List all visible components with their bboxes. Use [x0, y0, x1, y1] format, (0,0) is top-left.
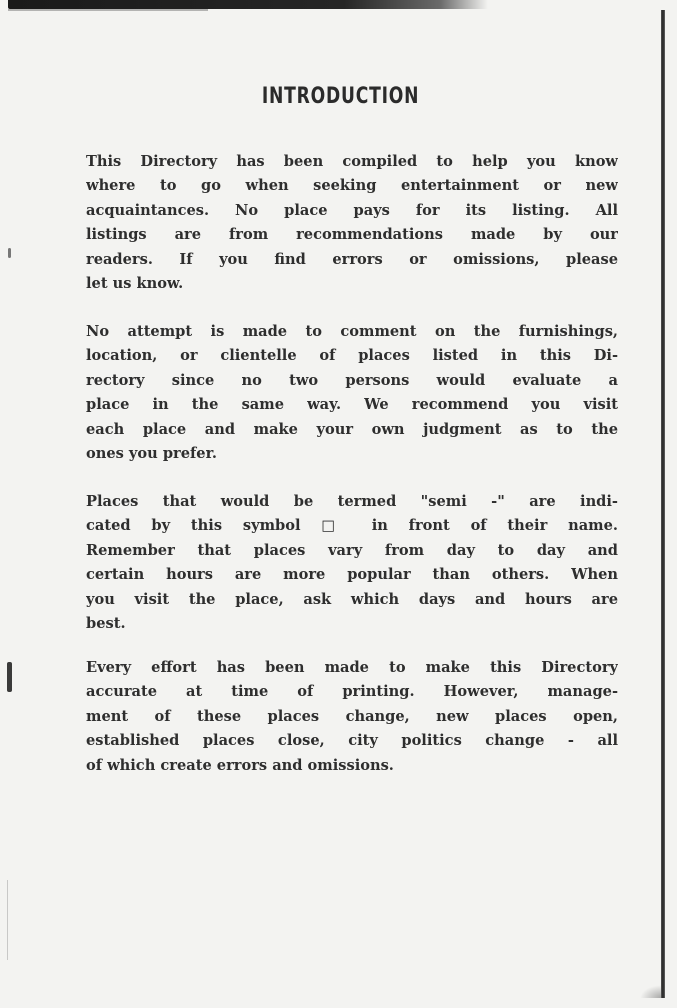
page-right-edge-shadow	[661, 10, 665, 998]
text-line: acquaintances. No place pays for its listing. All	[86, 201, 618, 219]
page-title: INTRODUCTION	[261, 84, 420, 109]
text-line: location, or clientelle of places listed in this Di-	[86, 347, 618, 365]
page-top-edge-shadow	[8, 0, 488, 9]
text-line: listings are from recommendations made by our	[86, 226, 618, 244]
paragraph-accuracy	[86, 656, 618, 778]
binding-mark	[8, 248, 11, 258]
text-line: Every effort has been made to make this Directory	[86, 659, 618, 676]
text-line: let us know.	[86, 274, 184, 292]
text-line: readers. If you find errors or omissions, please	[86, 250, 618, 268]
text-line: of which create errors and omissions.	[86, 756, 394, 774]
text-line: established places close, city politics change - all	[86, 732, 618, 750]
page-corner-smudge	[640, 985, 662, 998]
text-line: ones you prefer.	[86, 444, 218, 462]
text-line: place in the same way. We recommend you visit	[86, 396, 618, 414]
text-line: ment of these places change, new places open,	[86, 707, 618, 725]
text-line: This Directory has been compiled to help you know	[86, 153, 618, 170]
text-line: Places that would be termed "semi -" are indi-	[86, 493, 618, 510]
paragraph-no-comment	[86, 320, 618, 466]
binding-mark	[7, 662, 12, 692]
text-line: where to go when seeking entertainment or new	[86, 177, 618, 195]
text-line: best.	[86, 614, 126, 632]
paragraph-intro	[86, 150, 618, 296]
text-line: certain hours are more popular than others. When	[86, 566, 618, 584]
text-line: rectory since no two persons would evaluate a	[86, 371, 618, 389]
text-line: cated by this symbol □ in front of their name.	[86, 517, 618, 535]
text-line: No attempt is made to comment on the furnishings,	[86, 323, 618, 340]
page-top-edge-fade	[8, 9, 208, 11]
text-line: Remember that places vary from day to day and	[86, 541, 618, 559]
binding-mark	[7, 880, 8, 960]
paragraph-semi-symbol	[86, 490, 618, 636]
text-line: accurate at time of printing. However, manage-	[86, 683, 618, 701]
text-line: you visit the place, ask which days and hours are	[86, 590, 618, 608]
text-line: each place and make your own judgment as to the	[86, 420, 618, 438]
